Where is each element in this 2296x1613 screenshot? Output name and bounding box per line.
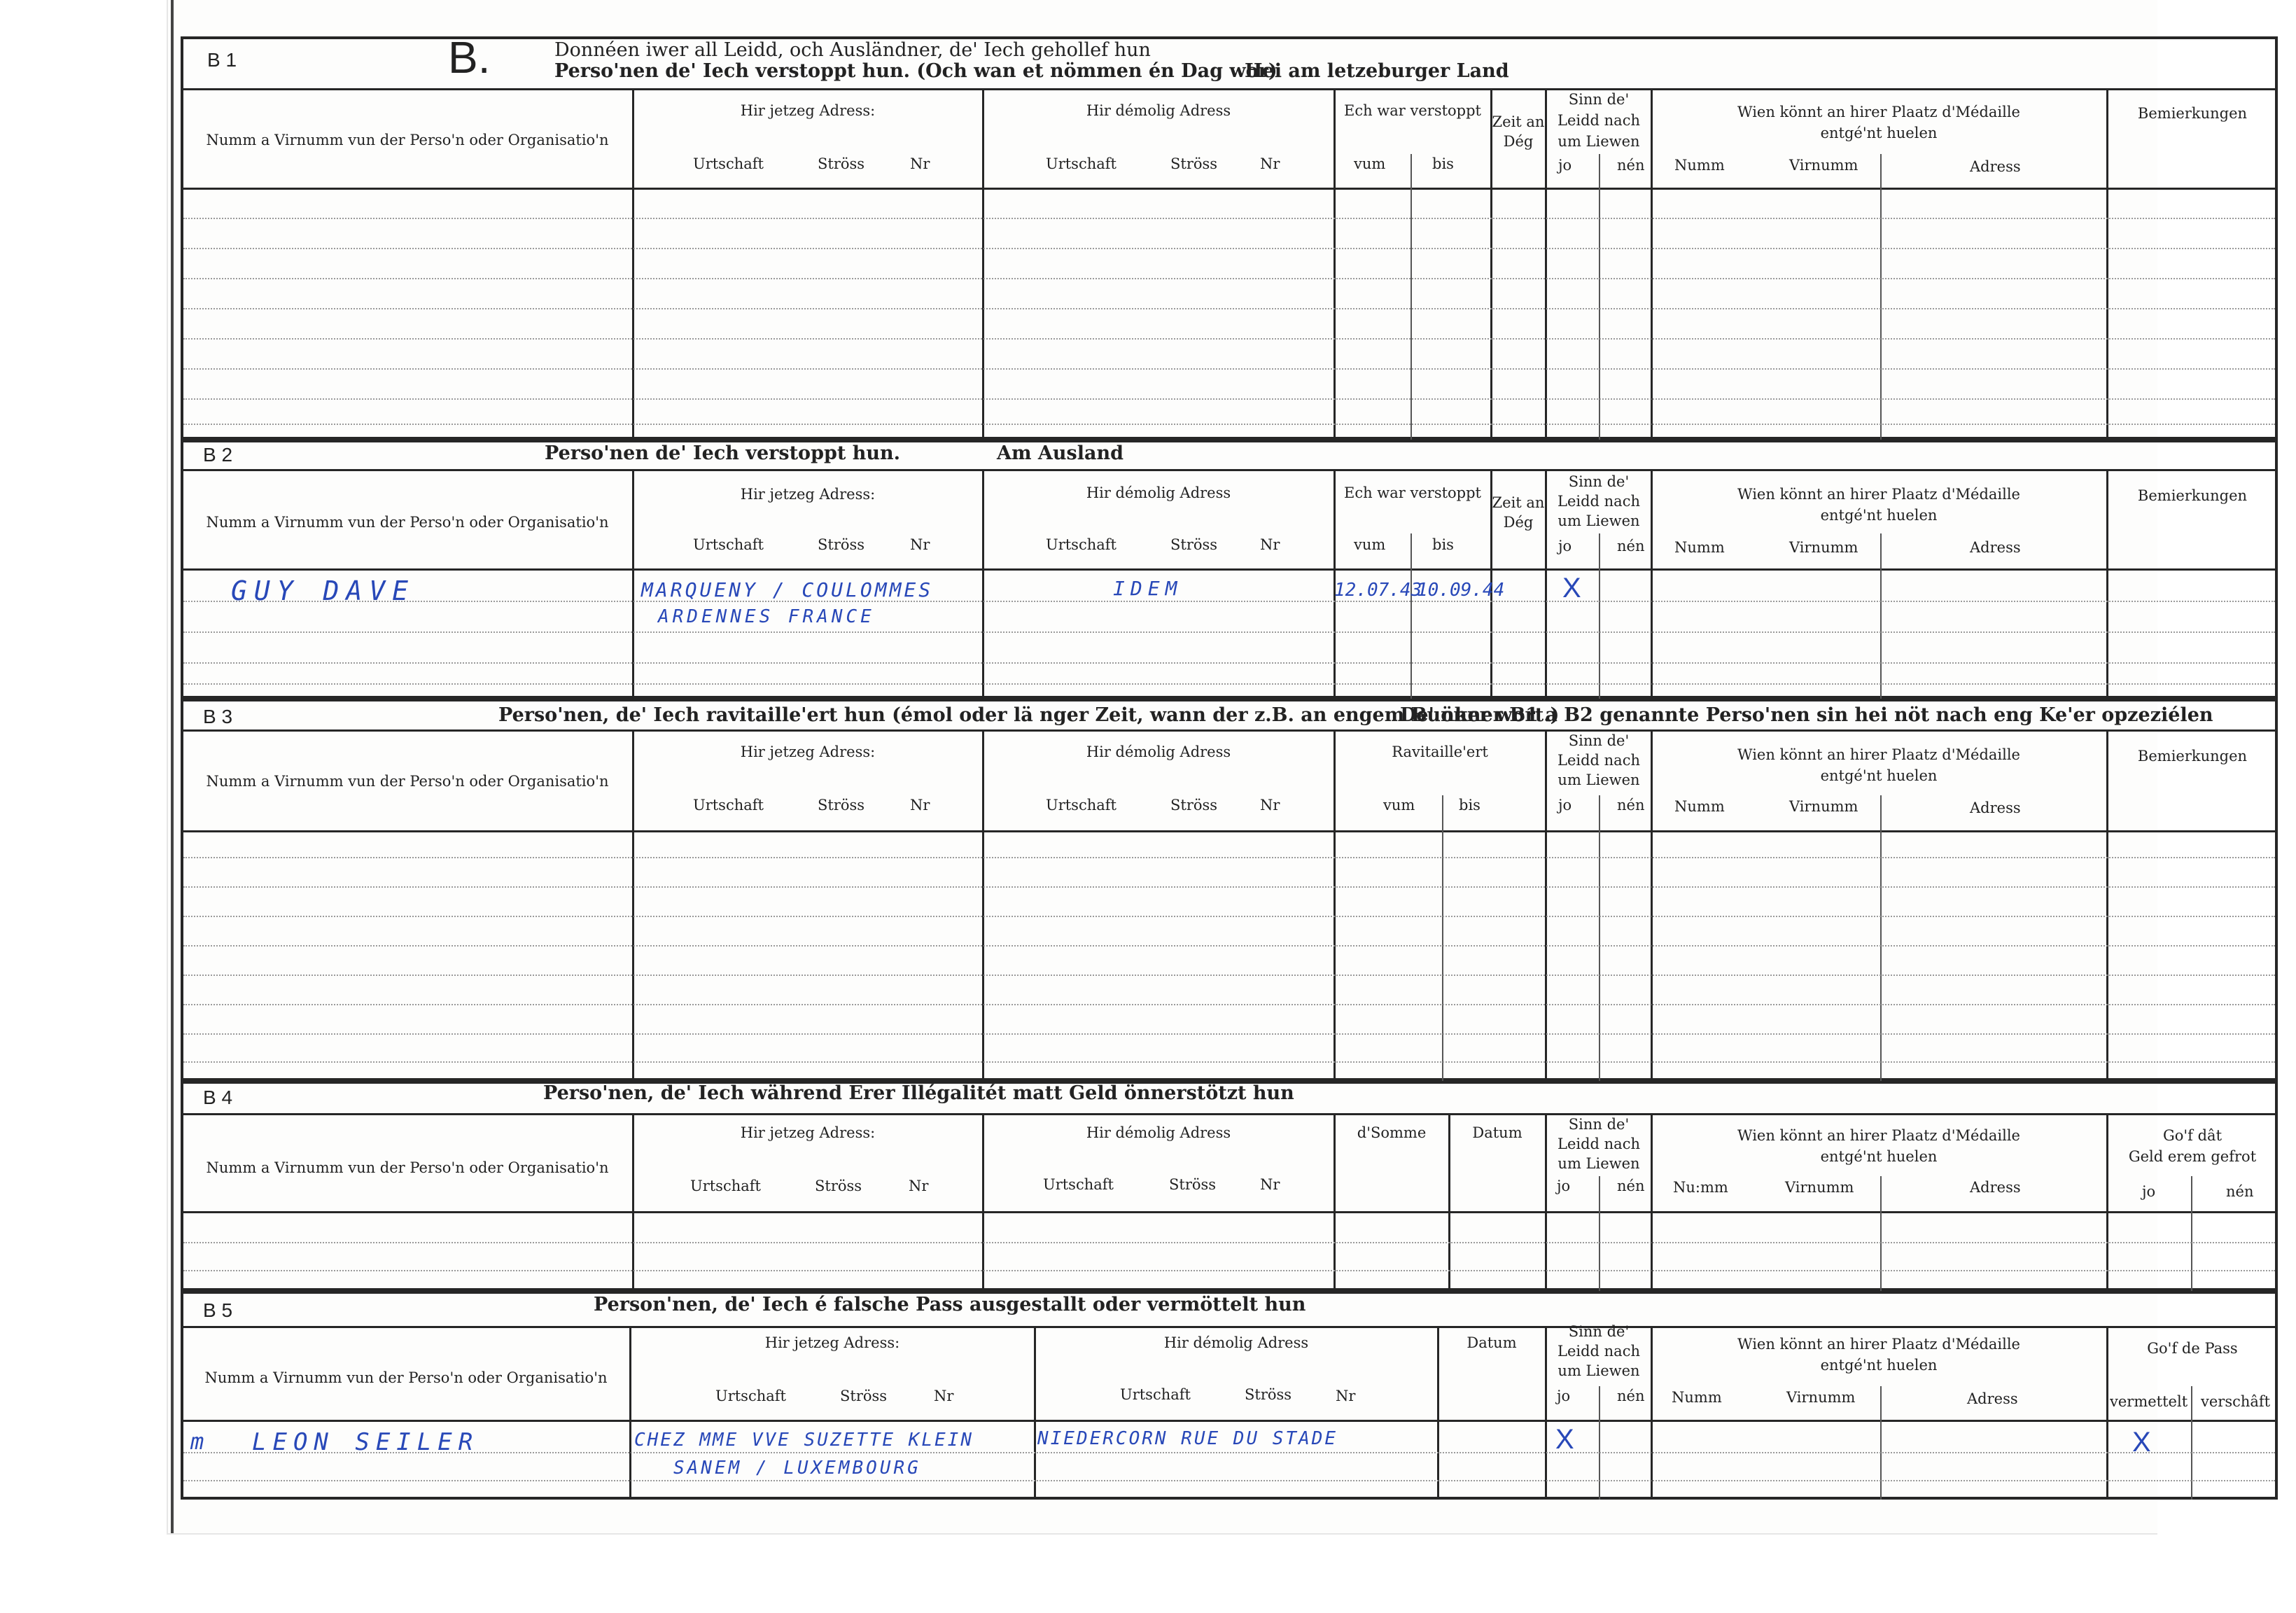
b2-header-former-number: Nr xyxy=(1260,536,1280,553)
section-b1-code: B 1 xyxy=(207,49,237,71)
b4-header-alive-l3: um Liewen xyxy=(1558,1155,1640,1172)
b4-header-current-address: Hir jetzeg Adress: xyxy=(740,1124,876,1141)
section-b2-region: Am Ausland xyxy=(997,442,1124,464)
b3-header-supplied: Ravitaille'ert xyxy=(1392,743,1488,760)
b4-header-name: Numm a Virnumm vun der Perso'n oder Organisatio'n xyxy=(206,1159,609,1176)
b5-row1-current-line2: SANEM / LUXEMBOURG xyxy=(673,1458,921,1479)
section-b1 xyxy=(181,36,2278,440)
b5-header-first-name: Virnumm xyxy=(1786,1389,1856,1406)
b2-header-medal-l1: Wien könnt an hirer Plaatz d'Médaille xyxy=(1737,486,2020,503)
b5-header-date: Datum xyxy=(1466,1334,1517,1351)
b1-header-alive-l1: Sinn de' xyxy=(1568,91,1630,108)
b5-header-no: nén xyxy=(1617,1388,1645,1404)
section-b4-title: Perso'nen, de' Iech während Erer Illégalitét matt Geld önnerstötzt hun xyxy=(543,1082,1294,1104)
b3-header-name: Numm a Virnumm vun der Perso'n oder Organisatio'n xyxy=(206,773,609,790)
section-b5-title: Person'nen, de' Iech é falsche Pass ausgestallt oder vermöttelt hun xyxy=(594,1294,1306,1315)
b5-header-street: Ströss xyxy=(840,1388,888,1404)
b3-header-medal-l2: entgé'nt huelen xyxy=(1820,767,1938,784)
b1-header-remarks: Bemierkungen xyxy=(2137,105,2248,122)
b5-header-alive-l1: Sinn de' xyxy=(1568,1323,1630,1340)
b2-header-alive-l2: Leidd nach xyxy=(1558,493,1640,510)
b2-header-first-name: Virnumm xyxy=(1789,539,1858,556)
b2-header-medal-l2: entgé'nt huelen xyxy=(1820,507,1938,524)
b2-header-no: nén xyxy=(1617,538,1645,554)
b2-header-last-name: Numm xyxy=(1674,539,1725,556)
b2-header-from: vum xyxy=(1354,536,1386,553)
b3-header-street: Ströss xyxy=(818,797,865,814)
section-b3-title: Perso'nen, de' Iech ravitaille'ert hun (émol oder lä nger Zeit, wann der z.B. an engem Bunker wort.) xyxy=(498,704,1560,726)
b2-header-alive-l3: um Liewen xyxy=(1558,512,1640,529)
b2-row1-former: IDEM xyxy=(1113,577,1183,600)
b2-header-former-town: Urtschaft xyxy=(1046,536,1116,553)
b1-header-from: vum xyxy=(1354,155,1386,172)
b1-header-time: Zeit an Dég xyxy=(1492,113,1545,150)
b5-row1-mediated-mark: X xyxy=(2132,1427,2151,1458)
b4-header-former-number: Nr xyxy=(1260,1176,1280,1193)
section-b3-note: De' önner B1 a B2 genannte Perso'nen sin hei nöt nach eng Ke'er opzeziélen xyxy=(1400,704,2213,726)
b2-header-address: Adress xyxy=(1970,539,2021,556)
section-b1-title-line1: Donnéen iwer all Leidd, och Ausländner, de' Iech gehollef hun xyxy=(554,39,1151,61)
section-b2-code: B 2 xyxy=(203,444,233,466)
section-b5 xyxy=(181,1291,2278,1500)
b5-header-yes: jo xyxy=(1557,1388,1571,1404)
form-letter: B. xyxy=(448,32,491,83)
b4-header-alive-l1: Sinn de' xyxy=(1568,1116,1630,1133)
b3-header-no: nén xyxy=(1617,797,1645,814)
b5-header-alive-l2: Leidd nach xyxy=(1558,1343,1640,1360)
b1-header-no: nén xyxy=(1617,157,1645,174)
b5-header-former-number: Nr xyxy=(1336,1388,1356,1404)
b4-header-yes-money: jo xyxy=(2142,1183,2156,1200)
section-b4-code: B 4 xyxy=(203,1087,233,1108)
b1-header-first-name: Virnumm xyxy=(1789,157,1858,174)
b4-header-town: Urtschaft xyxy=(690,1178,761,1194)
b4-header-address: Adress xyxy=(1970,1179,2021,1196)
b4-header-street: Ströss xyxy=(815,1178,862,1194)
b4-header-medal-l1: Wien könnt an hirer Plaatz d'Médaille xyxy=(1737,1127,2020,1144)
b1-header-name: Numm a Virnumm vun der Perso'n oder Organisatio'n xyxy=(206,132,609,148)
b5-row1-current-line1: CHEZ MME VVE SUZETTE KLEIN xyxy=(634,1430,974,1451)
b5-header-mediated: vermettelt xyxy=(2110,1393,2188,1410)
b3-header-address: Adress xyxy=(1970,799,2021,816)
b5-header-former-address: Hir démolig Adress xyxy=(1163,1334,1309,1351)
b5-header-alive-l3: um Liewen xyxy=(1558,1362,1640,1379)
b4-header-money-l1: Go'f dât xyxy=(2162,1127,2222,1144)
b5-header-pass: Go'f de Pass xyxy=(2147,1340,2238,1357)
b1-header-former-address: Hir démolig Adress xyxy=(1086,102,1231,119)
b5-header-medal-l2: entgé'nt huelen xyxy=(1820,1357,1938,1374)
b2-row1-alive-yes-mark: X xyxy=(1562,573,1581,603)
b5-header-number: Nr xyxy=(934,1388,954,1404)
b2-header-yes: jo xyxy=(1558,538,1572,554)
b4-header-yes: jo xyxy=(1557,1178,1571,1194)
b5-row1-name: LEON SEILER xyxy=(252,1428,479,1456)
b2-header-remarks: Bemierkungen xyxy=(2137,487,2248,504)
b2-header-alive-l1: Sinn de' xyxy=(1568,473,1630,490)
b4-header-former-address: Hir démolig Adress xyxy=(1086,1124,1231,1141)
b3-header-first-name: Virnumm xyxy=(1789,798,1858,815)
b1-header-number: Nr xyxy=(910,155,930,172)
b1-header-former-town: Urtschaft xyxy=(1046,155,1116,172)
b3-header-town: Urtschaft xyxy=(693,797,764,814)
section-b5-code: B 5 xyxy=(203,1299,233,1321)
b2-header-name: Numm a Virnumm vun der Perso'n oder Organisatio'n xyxy=(206,514,609,531)
b4-header-medal-l2: entgé'nt huelen xyxy=(1820,1148,1938,1165)
b2-row1-current-line2: ARDENNES FRANCE xyxy=(658,606,875,627)
b3-header-last-name: Numm xyxy=(1674,798,1725,815)
b2-header-former-address: Hir démolig Adress xyxy=(1086,484,1231,501)
b5-row1-name-prefix: m xyxy=(190,1428,206,1455)
b1-header-to: bis xyxy=(1432,155,1454,172)
b3-header-yes: jo xyxy=(1558,797,1572,814)
b1-header-street: Ströss xyxy=(818,155,865,172)
b2-row1-to: 10.09.44 xyxy=(1417,580,1505,601)
b1-header-address: Adress xyxy=(1970,158,2021,175)
b5-header-last-name: Numm xyxy=(1672,1389,1722,1406)
b3-header-former-town: Urtschaft xyxy=(1046,797,1116,814)
b2-header-to: bis xyxy=(1432,536,1454,553)
b3-header-former-number: Nr xyxy=(1260,797,1280,814)
b4-header-no: nén xyxy=(1617,1178,1645,1194)
b5-header-name: Numm a Virnumm vun der Perso'n oder Organisatio'n xyxy=(204,1369,608,1386)
b2-row1-from: 12.07.43 xyxy=(1334,580,1422,601)
b5-header-former-street: Ströss xyxy=(1245,1386,1292,1403)
sheet-left-edge xyxy=(171,0,174,1533)
b3-header-to: bis xyxy=(1459,797,1480,814)
b4-header-sum: d'Somme xyxy=(1357,1124,1427,1141)
b3-header-alive-l1: Sinn de' xyxy=(1568,732,1630,749)
b3-header-former-address: Hir démolig Adress xyxy=(1086,743,1231,760)
b4-header-no-money: nén xyxy=(2226,1183,2254,1200)
b5-row1-former: NIEDERCORN RUE DU STADE xyxy=(1037,1428,1338,1449)
b2-row1-current-line1: MARQUENY / COULOMMES xyxy=(641,578,934,601)
b5-header-address: Adress xyxy=(1967,1390,2018,1407)
b3-header-former-street: Ströss xyxy=(1170,797,1218,814)
b5-header-current-address: Hir jetzeg Adress: xyxy=(764,1334,900,1351)
b2-header-current-address: Hir jetzeg Adress: xyxy=(740,486,876,503)
b4-header-former-town: Urtschaft xyxy=(1043,1176,1114,1193)
b1-header-alive-l3: um Liewen xyxy=(1558,133,1640,150)
b2-header-street: Ströss xyxy=(818,536,865,553)
b1-header-former-number: Nr xyxy=(1260,155,1280,172)
b2-header-hidden: Ech war verstoppt xyxy=(1343,484,1481,501)
b3-header-number: Nr xyxy=(910,797,930,814)
b1-header-alive-l2: Leidd nach xyxy=(1558,112,1640,129)
b1-header-last-name: Numm xyxy=(1674,157,1725,174)
b3-header-from: vum xyxy=(1383,797,1415,814)
b1-header-hidden: Ech war verstoppt xyxy=(1343,102,1481,119)
b2-header-number: Nr xyxy=(910,536,930,553)
b4-header-date: Datum xyxy=(1472,1124,1522,1141)
b3-header-alive-l2: Leidd nach xyxy=(1558,752,1640,769)
section-b1-title-line2: Perso'nen de' Iech verstoppt hun. (Och wan et nömmen én Dag wor) xyxy=(554,60,1278,82)
b3-header-alive-l3: um Liewen xyxy=(1558,771,1640,788)
b5-row1-alive-yes-mark: X xyxy=(1555,1424,1574,1455)
b4-header-alive-l2: Leidd nach xyxy=(1558,1136,1640,1152)
b2-row1-name: GUY DAVE xyxy=(231,575,416,606)
b2-header-former-street: Ströss xyxy=(1170,536,1218,553)
b3-header-medal-l1: Wien könnt an hirer Plaatz d'Médaille xyxy=(1737,746,2020,763)
section-b3-code: B 3 xyxy=(203,706,233,727)
b5-header-former-town: Urtschaft xyxy=(1120,1386,1191,1403)
b2-header-time: Zeit an Dég xyxy=(1492,494,1545,531)
b5-header-medal-l1: Wien könnt an hirer Plaatz d'Médaille xyxy=(1737,1336,2020,1353)
b4-header-first-name: Virnumm xyxy=(1785,1179,1854,1196)
b4-header-number: Nr xyxy=(909,1178,929,1194)
section-b4 xyxy=(181,1081,2278,1291)
b2-header-town: Urtschaft xyxy=(693,536,764,553)
b1-header-yes: jo xyxy=(1558,157,1572,174)
b5-header-issued: verschâft xyxy=(2201,1393,2271,1410)
section-b1-region: Hei am letzeburger Land xyxy=(1245,60,1509,82)
b5-header-town: Urtschaft xyxy=(715,1388,786,1404)
b4-header-last-name: Nu:mm xyxy=(1673,1179,1728,1196)
section-b2-title: Perso'nen de' Iech verstoppt hun. xyxy=(545,442,900,464)
b1-header-current-address: Hir jetzeg Adress: xyxy=(740,102,876,119)
b3-header-remarks: Bemierkungen xyxy=(2137,748,2248,764)
b4-header-former-street: Ströss xyxy=(1169,1176,1217,1193)
b4-header-money-l2: Geld erem gefrot xyxy=(2128,1148,2257,1165)
b1-header-former-street: Ströss xyxy=(1170,155,1218,172)
b3-header-current-address: Hir jetzeg Adress: xyxy=(740,743,876,760)
b1-header-medal-l1: Wien könnt an hirer Plaatz d'Médaille xyxy=(1737,104,2020,120)
b1-header-medal-l2: entgé'nt huelen xyxy=(1820,125,1938,141)
b1-header-town: Urtschaft xyxy=(693,155,764,172)
